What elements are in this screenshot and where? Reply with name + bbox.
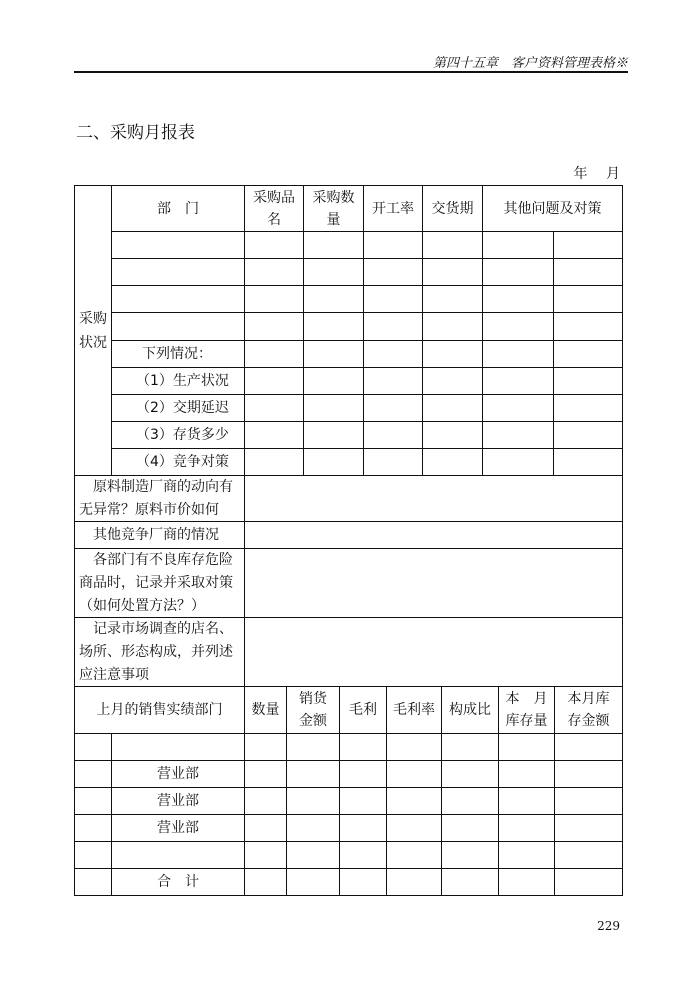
sales-data-cell [339, 868, 387, 896]
sales-header-sales-amount: 销货金额 [286, 686, 340, 734]
sales-header-stock: 本 月库存量 [498, 686, 555, 734]
purchase-data-cell [422, 258, 483, 286]
sales-data-cell [441, 787, 499, 815]
purchase-data-cell [422, 367, 483, 395]
situation-label: 下列情况： [111, 340, 245, 368]
section-title: 二、采购月报表 [76, 123, 195, 143]
purchase-side-label: 采购状况 [74, 185, 112, 476]
purchase-data-cell [482, 340, 554, 368]
purchase-data-cell [422, 285, 483, 313]
sales-header-gross-profit: 毛利 [339, 686, 387, 734]
purchase-data-cell [553, 258, 623, 286]
purchase-data-cell [422, 394, 483, 422]
purchase-data-cell [303, 312, 364, 341]
purchase-data-cell [363, 258, 423, 286]
sales-index-cell [74, 814, 112, 842]
sales-data-cell [339, 841, 387, 869]
purchase-data-cell [363, 448, 423, 476]
situation-label: （2）交期延迟 [111, 394, 245, 422]
chapter-header: 第四十五章 客户资料管理表格※ [432, 56, 628, 71]
sales-data-cell [441, 733, 499, 761]
purchase-data-cell [553, 285, 623, 313]
sales-index-cell [74, 733, 112, 761]
purchase-data-cell [553, 231, 623, 259]
sales-data-cell [554, 841, 623, 869]
purchase-data-cell [363, 367, 423, 395]
sales-dept-cell [111, 733, 245, 761]
purchase-header-item-name: 采购品名 [244, 185, 304, 232]
purchase-header-dept: 部 门 [111, 185, 245, 232]
question-competitors: 其他竞争厂商的情况 [74, 521, 245, 549]
purchase-data-cell [422, 231, 483, 259]
question-market-survey: 记录市场调查的店名、场所、形态构成，并列述应注意事项 [74, 617, 245, 687]
purchase-data-cell [244, 367, 304, 395]
sales-data-cell [339, 814, 387, 842]
purchase-data-cell [303, 367, 364, 395]
purchase-data-cell [422, 340, 483, 368]
purchase-data-cell [482, 421, 554, 449]
question-bad-stock: 各部门有不良库存危险商品时，记录并采取对策（如何处置方法？） [74, 548, 245, 618]
purchase-data-cell [244, 258, 304, 286]
page-number: 229 [597, 919, 620, 933]
sales-header-dept: 上月的销售实绩部门 [74, 686, 245, 734]
purchase-data-cell [303, 340, 364, 368]
purchase-data-cell [422, 312, 483, 341]
sales-data-cell [498, 841, 555, 869]
sales-data-cell [554, 787, 623, 815]
header-rule [74, 71, 628, 73]
sales-data-cell [554, 868, 623, 896]
purchase-data-cell [553, 448, 623, 476]
purchase-data-cell [553, 312, 623, 341]
sales-data-cell [339, 733, 387, 761]
sales-data-cell [554, 760, 623, 788]
purchase-data-cell [553, 421, 623, 449]
sales-dept-cell [111, 841, 245, 869]
sales-data-cell [441, 814, 499, 842]
answer-cell [244, 548, 623, 618]
purchase-header-quantity: 采购数量 [303, 185, 364, 232]
purchase-data-cell [244, 285, 304, 313]
sales-data-cell [498, 868, 555, 896]
sales-data-cell [386, 868, 442, 896]
purchase-data-cell [303, 448, 364, 476]
sales-data-cell [441, 760, 499, 788]
sales-data-cell [386, 814, 442, 842]
sales-data-cell [244, 814, 287, 842]
sales-data-cell [498, 733, 555, 761]
situation-label: （4）竞争对策 [111, 448, 245, 476]
purchase-data-cell [363, 421, 423, 449]
sales-data-cell [441, 868, 499, 896]
sales-header-gross-margin: 毛利率 [386, 686, 442, 734]
answer-cell [244, 521, 623, 549]
sales-index-cell [74, 760, 112, 788]
purchase-data-cell [244, 394, 304, 422]
purchase-data-cell [244, 231, 304, 259]
sales-dept-cell: 合 计 [111, 868, 245, 896]
sales-data-cell [286, 760, 340, 788]
sales-data-cell [498, 787, 555, 815]
purchase-data-cell [363, 394, 423, 422]
purchase-data-cell [363, 231, 423, 259]
purchase-data-cell [303, 421, 364, 449]
purchase-header-delivery: 交货期 [422, 185, 483, 232]
purchase-data-cell [482, 367, 554, 395]
purchase-data-cell [553, 367, 623, 395]
sales-data-cell [286, 787, 340, 815]
purchase-data-cell [244, 312, 304, 341]
sales-data-cell [286, 814, 340, 842]
purchase-data-cell [303, 258, 364, 286]
purchase-data-cell [422, 421, 483, 449]
purchase-header-operation-rate: 开工率 [363, 185, 423, 232]
sales-data-cell [244, 760, 287, 788]
purchase-data-cell [422, 448, 483, 476]
sales-data-cell [386, 787, 442, 815]
sales-data-cell [286, 841, 340, 869]
purchase-header-issues: 其他问题及对策 [482, 185, 623, 232]
sales-data-cell [339, 787, 387, 815]
sales-dept-cell: 营业部 [111, 787, 245, 815]
purchase-data-cell [482, 394, 554, 422]
sales-data-cell [339, 760, 387, 788]
sales-header-ratio: 构成比 [441, 686, 499, 734]
sales-data-cell [498, 760, 555, 788]
purchase-dept-cell [111, 258, 245, 286]
sales-data-cell [244, 787, 287, 815]
purchase-data-cell [363, 312, 423, 341]
purchase-data-cell [482, 231, 554, 259]
sales-data-cell [554, 733, 623, 761]
sales-data-cell [386, 841, 442, 869]
sales-data-cell [498, 814, 555, 842]
purchase-data-cell [363, 340, 423, 368]
sales-data-cell [244, 868, 287, 896]
sales-data-cell [386, 760, 442, 788]
sales-header-stock-amount: 本月库存金额 [554, 686, 623, 734]
purchase-data-cell [363, 285, 423, 313]
answer-cell [244, 617, 623, 687]
sales-index-cell [74, 868, 112, 896]
answer-cell [244, 475, 623, 522]
sales-data-cell [554, 814, 623, 842]
purchase-data-cell [553, 340, 623, 368]
purchase-dept-cell [111, 231, 245, 259]
sales-dept-cell: 营业部 [111, 760, 245, 788]
sales-data-cell [286, 733, 340, 761]
sales-dept-cell: 营业部 [111, 814, 245, 842]
purchase-data-cell [553, 394, 623, 422]
sales-data-cell [441, 841, 499, 869]
question-supplier-trends: 原料制造厂商的动向有无异常？原料市价如何 [74, 475, 245, 522]
purchase-data-cell [303, 285, 364, 313]
purchase-dept-cell [111, 285, 245, 313]
purchase-data-cell [482, 258, 554, 286]
sales-index-cell [74, 787, 112, 815]
purchase-data-cell [244, 340, 304, 368]
purchase-data-cell [303, 231, 364, 259]
sales-header-quantity: 数量 [244, 686, 287, 734]
sales-data-cell [244, 841, 287, 869]
sales-index-cell [74, 841, 112, 869]
sales-data-cell [386, 733, 442, 761]
sales-data-cell [286, 868, 340, 896]
purchase-data-cell [482, 312, 554, 341]
purchase-data-cell [482, 448, 554, 476]
situation-label: （3）存货多少 [111, 421, 245, 449]
purchase-data-cell [482, 285, 554, 313]
sales-data-cell [244, 733, 287, 761]
year-month-label: 年 月 [573, 166, 620, 182]
situation-label: （1）生产状况 [111, 367, 245, 395]
purchase-data-cell [244, 421, 304, 449]
purchase-data-cell [303, 394, 364, 422]
purchase-dept-cell [111, 312, 245, 341]
purchase-data-cell [244, 448, 304, 476]
